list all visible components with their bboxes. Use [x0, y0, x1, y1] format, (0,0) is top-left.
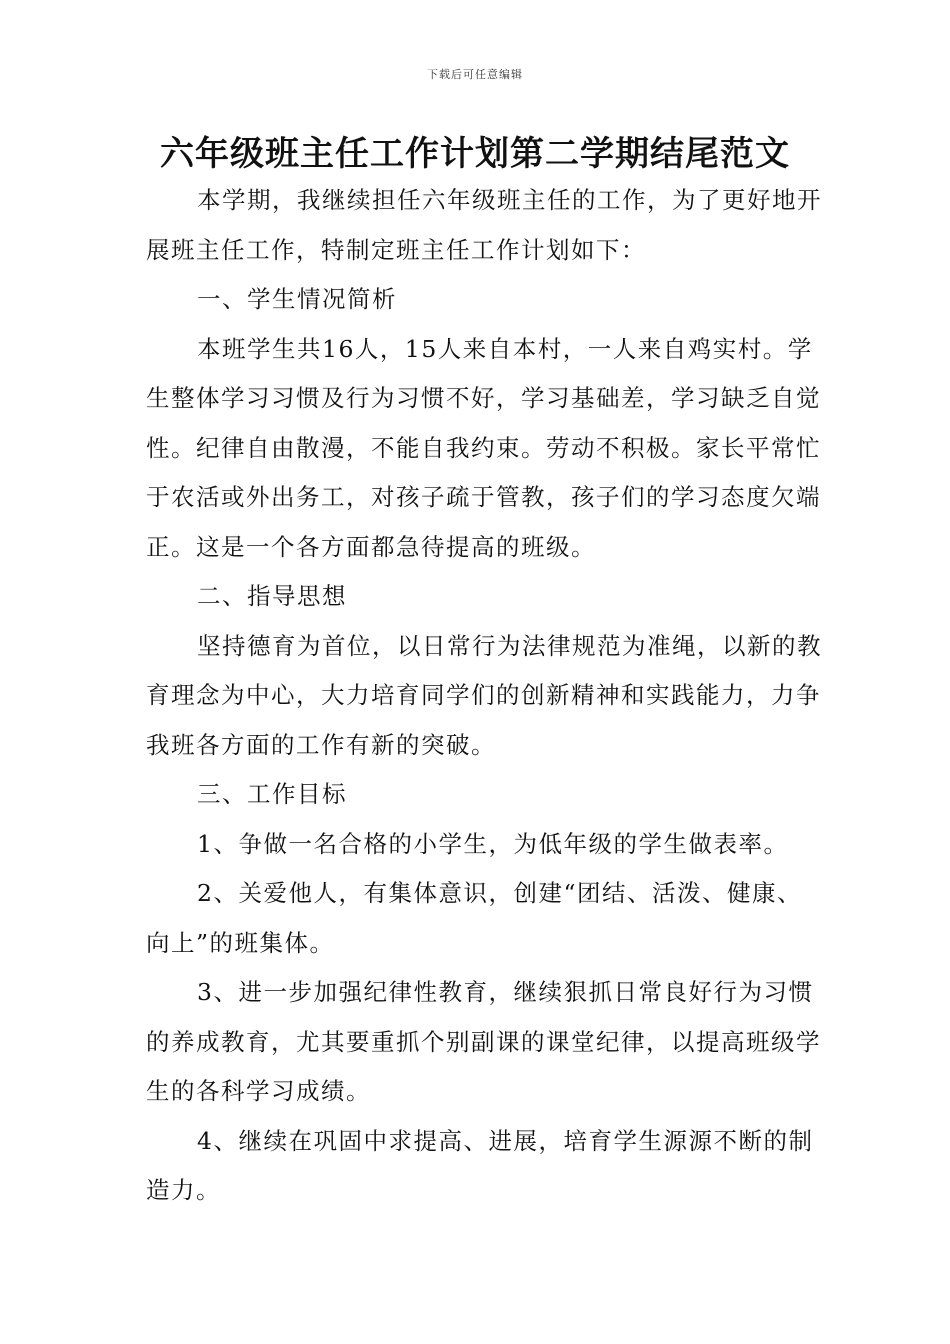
section-heading-1: 一、学生情况简析	[197, 285, 397, 313]
goal-item-1: 1、争做一名合格的小学生，为低年级的学生做表率。	[197, 829, 789, 858]
goal-item-3: 3、进一步加强纪律性教育，继续狠抓日常良好行为习惯的养成教育，尤其要重抓个别副课的课堂纪律，以提高班级学生的各科学习成绩。	[146, 978, 821, 1105]
paragraph-guiding-idea: 坚持德育为首位，以日常行为法律规范为准绳，以新的教育理念为中心，大力培育同学们的创新精神和实践能力，力争我班各方面的工作有新的突破。	[146, 631, 822, 759]
section-heading-3: 三、工作目标	[197, 780, 347, 808]
goal-item-4: 4、继续在巩固中求提高、进展，培育学生源源不断的制造力。	[146, 1126, 814, 1204]
document-title: 六年级班主任工作计划第二学期结尾范文	[160, 134, 790, 174]
header-note: 下载后可任意编辑	[427, 68, 523, 81]
section-heading-2: 二、指导思想	[197, 582, 347, 610]
goal-item-2: 2、关爱他人，有集体意识，创建“团结、活泼、健康、向上”的班集体。	[146, 879, 802, 957]
document-body	[146, 176, 826, 1216]
paragraph-student-situation: 本班学生共16人，15人来自本村，一人来自鸡实村。学生整体学习习惯及行为习惯不好，学习基础差，学习缺乏自觉性。纪律自由散漫，不能自我约束。劳动不积极。家长平常忙于农活或外出务工，对孩子疏于管教，孩子们的学习态度欠端正。这是一个各方面都急待提高的班级。	[146, 334, 821, 561]
paragraph-intro: 本学期，我继续担任六年级班主任的工作，为了更好地开展班主任工作，特制定班主任工作计划如下：	[146, 186, 822, 264]
